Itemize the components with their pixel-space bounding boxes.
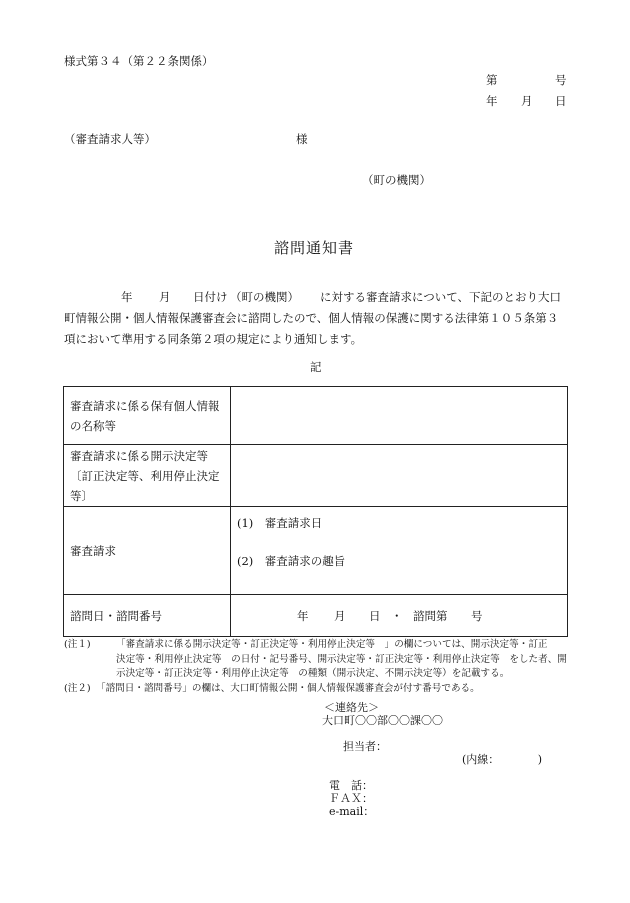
label-line: 審査請求に係る保有個人情報	[70, 398, 220, 413]
value-decision	[231, 445, 568, 507]
table-row	[64, 507, 568, 595]
request-item-1: (1) 審査請求日	[237, 516, 323, 530]
body-org: （町の機関）	[230, 290, 299, 304]
contact-email: e-mail：	[322, 805, 375, 818]
note-1-cont	[64, 667, 567, 682]
label-line: の名称等	[70, 418, 116, 433]
contact-person: 担当者：	[336, 740, 387, 753]
inquiry-month: 月	[334, 609, 346, 623]
inquiry-year: 年	[297, 609, 309, 623]
contact-fax: ＦＡＸ：	[322, 792, 373, 805]
note-text: 決定等・利用停止決定等 の日付・記号番号、開示決定等・訂正決定等・利用停止決定等 をした者、開	[116, 653, 567, 665]
value-request	[231, 507, 568, 595]
body-line-3: 項において準用する同条第２項の規定により通知します。	[64, 332, 363, 346]
contact-phone: 電 話：	[322, 779, 373, 792]
label-line: 〔訂正決定等、利用停止決定	[70, 468, 220, 483]
contact-dept: 大口町〇〇部〇〇課〇〇	[322, 714, 443, 727]
label-info-name	[64, 387, 231, 445]
note-tag: (注１)	[64, 639, 91, 650]
doc-number-suffix: 号	[555, 73, 567, 87]
note-text: 「諮問日・諮問番号」の欄は、大口町情報公開・個人情報保護審査会が付す番号である。	[96, 682, 480, 694]
label-request: 審査請求	[64, 507, 231, 595]
note-2	[64, 682, 567, 697]
date-month: 月	[521, 94, 533, 108]
note-indent	[64, 667, 116, 682]
table-row	[64, 387, 568, 445]
note-tag: (注２)	[64, 682, 91, 694]
note-1	[64, 638, 567, 653]
details-table	[63, 386, 568, 637]
date-year: 年	[486, 94, 498, 108]
ki-mark: 記	[310, 360, 322, 374]
contact-person-row	[322, 727, 543, 779]
label-line: 等〕	[70, 488, 93, 503]
table-row	[64, 595, 568, 637]
note-text: 示決定等・訂正決定等・利用停止決定等 の種類（開示決定、不開示決定等）を記載する。	[116, 668, 510, 679]
form-id: 様式第３４（第２２条関係）	[64, 54, 214, 68]
body-line-2: 町情報公開・個人情報保護審査会に諮問したので、個人情報の保護に関する法律第１０５条第３	[64, 311, 559, 325]
body-day: 日付け	[193, 290, 228, 304]
notes	[64, 638, 567, 696]
label-decision	[64, 445, 231, 507]
request-item-2: (2) 審査請求の趣旨	[237, 554, 346, 568]
note-text: 「審査請求に係る開示決定等・訂正決定等・利用停止決定等 」の欄については、開示決定等・訂正	[116, 639, 548, 650]
inquiry-number-prefix: 諮問第	[413, 609, 448, 623]
body-line-1	[64, 287, 576, 308]
inquiry-day: 日	[369, 609, 381, 623]
inquiry-dot: ・	[391, 609, 403, 623]
body-line-1-rest: に対する審査請求について、下記のとおり大口	[320, 290, 562, 304]
contact-block	[322, 701, 543, 818]
document-title: 諮問通知書	[274, 239, 355, 257]
value-info-name	[231, 387, 568, 445]
body-month: 月	[159, 290, 171, 304]
recipient-name: （審査請求人等）	[64, 132, 156, 146]
value-inquiry	[231, 595, 568, 637]
date-day: 日	[555, 94, 567, 108]
table-row	[64, 445, 568, 507]
contact-extension: (内線： )	[462, 753, 543, 766]
contact-heading: ＜連絡先＞	[324, 701, 379, 714]
inquiry-number-suffix: 号	[471, 609, 483, 623]
note-indent	[64, 653, 116, 668]
body-year: 年	[121, 290, 133, 304]
doc-number-prefix: 第	[486, 73, 498, 87]
body-text	[64, 287, 576, 350]
label-line: 審査請求に係る開示決定等	[70, 448, 208, 463]
sender-org: （町の機関）	[362, 173, 431, 187]
label-inquiry: 諮問日・諮問番号	[64, 595, 231, 637]
recipient-honorific: 様	[296, 132, 308, 146]
note-1-cont	[64, 653, 567, 668]
